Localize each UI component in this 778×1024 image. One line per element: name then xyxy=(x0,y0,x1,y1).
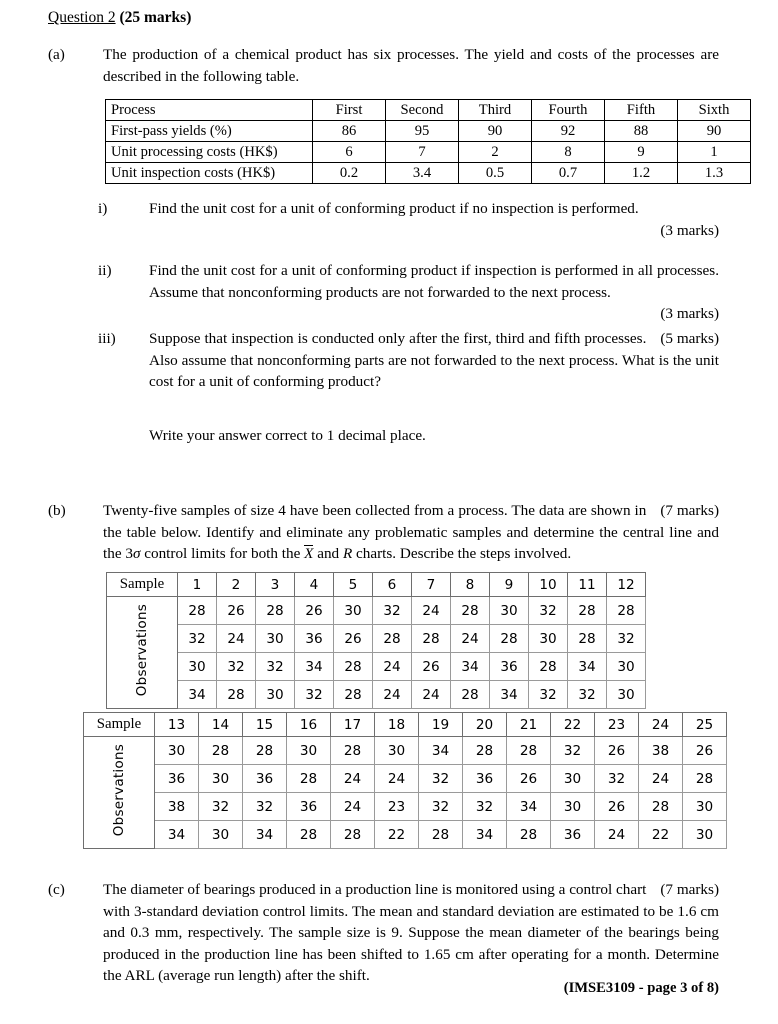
cell: 8 xyxy=(532,142,605,163)
cell: 7 xyxy=(386,142,459,163)
table-row-header xyxy=(106,100,751,121)
process-yield-cost-table xyxy=(105,99,751,184)
cell: 30 xyxy=(256,625,295,653)
observations-table-samples-13-25 xyxy=(83,712,727,849)
cell: 28 xyxy=(287,821,331,849)
sub-question-text-ii: Find the unit cost for a unit of conforming product if inspection is performed in all processes. Assume that nonconforming products are not forwarded to the next process. xyxy=(149,262,719,301)
cell: 26 xyxy=(507,765,551,793)
cell: 34 xyxy=(178,681,217,709)
part-b-label: (b) xyxy=(48,502,66,519)
header-sample-number: 19 xyxy=(419,713,463,737)
cell: 36 xyxy=(295,625,334,653)
cell: 32 xyxy=(551,737,595,765)
cell: 24 xyxy=(373,681,412,709)
sigma-term: 3σ xyxy=(125,545,141,562)
cell: 32 xyxy=(529,681,568,709)
header-sample-number: 15 xyxy=(243,713,287,737)
part-a-intro xyxy=(48,44,719,87)
cell: 30 xyxy=(287,737,331,765)
cell: 38 xyxy=(155,793,199,821)
cell: 0.5 xyxy=(459,163,532,184)
cell: 6 xyxy=(313,142,386,163)
cell: 26 xyxy=(217,597,256,625)
observations-row-label xyxy=(107,597,178,709)
sub-question-marks-i: (3 marks) xyxy=(660,221,719,239)
cell: 36 xyxy=(490,653,529,681)
observations-row-label xyxy=(84,737,155,849)
cell: 28 xyxy=(568,625,607,653)
page-footer: (IMSE3109 - page 3 of 8) xyxy=(563,980,719,996)
table-row xyxy=(106,121,751,142)
sub-question-text-i: Find the unit cost for a unit of conforming product if no inspection is performed. xyxy=(149,200,639,217)
cell: 36 xyxy=(551,821,595,849)
header-sample-number: 13 xyxy=(155,713,199,737)
sub-question-text-iii xyxy=(149,328,719,393)
r-symbol: R xyxy=(342,545,353,562)
cell: 30 xyxy=(683,793,727,821)
cell: 24 xyxy=(331,793,375,821)
cell: 28 xyxy=(507,821,551,849)
cell: 32 xyxy=(419,793,463,821)
header-sample-number: 8 xyxy=(451,573,490,597)
cell: 23 xyxy=(375,793,419,821)
cell: 32 xyxy=(243,793,287,821)
decimal-place-note: Write your answer correct to 1 decimal place. xyxy=(149,427,426,444)
question-number: Question 2 xyxy=(48,9,116,26)
cell: 26 xyxy=(595,737,639,765)
cell: 32 xyxy=(199,793,243,821)
cell: 26 xyxy=(412,653,451,681)
cell: 34 xyxy=(419,737,463,765)
header-sample-number: 25 xyxy=(683,713,727,737)
cell: 34 xyxy=(243,821,287,849)
part-b-intro xyxy=(48,500,719,565)
cell: 28 xyxy=(607,597,646,625)
table-row-header xyxy=(84,713,727,737)
part-a-note xyxy=(98,425,719,447)
part-c-intro xyxy=(48,879,719,987)
cell: 1.3 xyxy=(678,163,751,184)
cell: 30 xyxy=(178,653,217,681)
cell: 30 xyxy=(256,681,295,709)
cell: 32 xyxy=(178,625,217,653)
header-sample-number: 10 xyxy=(529,573,568,597)
cell: 92 xyxy=(532,121,605,142)
cell: 28 xyxy=(256,597,295,625)
row-label-unit-inspection-costs: Unit inspection costs (HK$) xyxy=(106,163,313,184)
part-b-text-tail: charts. Describe the steps involved. xyxy=(352,545,572,562)
cell: 30 xyxy=(199,765,243,793)
header-sample-number: 20 xyxy=(463,713,507,737)
cell: 32 xyxy=(607,625,646,653)
sub-question-body-iii: Suppose that inspection is conducted only after the first, third and fifth processes. Also assume that nonconforming parts are not forwarded to the next process. What is the unit cost for a unit of conforming product? xyxy=(149,330,719,390)
table-row xyxy=(107,681,646,709)
table-row xyxy=(84,737,727,765)
part-c-marks: (7 marks) xyxy=(660,881,719,898)
cell: 32 xyxy=(568,681,607,709)
cell: 95 xyxy=(386,121,459,142)
cell: 28 xyxy=(463,737,507,765)
observations-rotated-text: Observations xyxy=(111,744,127,837)
cell: 28 xyxy=(451,681,490,709)
cell: 1.2 xyxy=(605,163,678,184)
cell: 38 xyxy=(639,737,683,765)
cell: 34 xyxy=(451,653,490,681)
cell: 32 xyxy=(529,597,568,625)
cell: 22 xyxy=(639,821,683,849)
cell: 24 xyxy=(217,625,256,653)
cell: 0.7 xyxy=(532,163,605,184)
cell: 2 xyxy=(459,142,532,163)
part-a-label: (a) xyxy=(48,46,65,63)
cell: 30 xyxy=(551,765,595,793)
part-a-sub-iii xyxy=(98,328,719,393)
cell: 36 xyxy=(155,765,199,793)
row-label-unit-processing-costs: Unit processing costs (HK$) xyxy=(106,142,313,163)
header-process: Process xyxy=(106,100,313,121)
header-fifth: Fifth xyxy=(605,100,678,121)
cell: 28 xyxy=(419,821,463,849)
cell: 28 xyxy=(490,625,529,653)
cell: 22 xyxy=(375,821,419,849)
table-row xyxy=(107,597,646,625)
question-total-marks: (25 marks) xyxy=(119,9,192,26)
header-sample-number: 7 xyxy=(412,573,451,597)
cell: 28 xyxy=(507,737,551,765)
cell: 32 xyxy=(463,793,507,821)
observations-table-samples-1-12 xyxy=(106,572,646,709)
cell: 24 xyxy=(375,765,419,793)
header-sample-number: 1 xyxy=(178,573,217,597)
header-sample-number: 3 xyxy=(256,573,295,597)
header-third: Third xyxy=(459,100,532,121)
header-sample-number: 12 xyxy=(607,573,646,597)
cell: 34 xyxy=(155,821,199,849)
cell: 30 xyxy=(334,597,373,625)
x-bar-symbol: X xyxy=(304,545,314,562)
header-sample-number: 22 xyxy=(551,713,595,737)
header-sixth: Sixth xyxy=(678,100,751,121)
cell: 28 xyxy=(683,765,727,793)
cell: 28 xyxy=(529,653,568,681)
sub-question-label-ii: ii) xyxy=(98,262,112,279)
part-a-sub-ii xyxy=(98,260,719,325)
cell: 30 xyxy=(551,793,595,821)
cell: 30 xyxy=(607,653,646,681)
header-sample-number: 21 xyxy=(507,713,551,737)
cell: 36 xyxy=(243,765,287,793)
header-sample-number: 5 xyxy=(334,573,373,597)
cell: 26 xyxy=(334,625,373,653)
cell: 3.4 xyxy=(386,163,459,184)
page-title xyxy=(48,8,191,28)
cell: 32 xyxy=(595,765,639,793)
header-sample-number: 18 xyxy=(375,713,419,737)
cell: 24 xyxy=(412,597,451,625)
cell: 28 xyxy=(639,793,683,821)
header-sample: Sample xyxy=(107,573,178,597)
cell: 24 xyxy=(595,821,639,849)
header-first: First xyxy=(313,100,386,121)
cell: 30 xyxy=(683,821,727,849)
part-b-marks: (7 marks) xyxy=(660,502,719,519)
table-row xyxy=(84,821,727,849)
cell: 30 xyxy=(607,681,646,709)
header-second: Second xyxy=(386,100,459,121)
table-row xyxy=(107,625,646,653)
header-sample-number: 9 xyxy=(490,573,529,597)
cell: 28 xyxy=(451,597,490,625)
cell: 88 xyxy=(605,121,678,142)
table-row xyxy=(107,653,646,681)
cell: 28 xyxy=(217,681,256,709)
header-sample-number: 14 xyxy=(199,713,243,737)
cell: 30 xyxy=(375,737,419,765)
row-label-first-pass-yields: First-pass yields (%) xyxy=(106,121,313,142)
cell: 30 xyxy=(529,625,568,653)
cell: 34 xyxy=(490,681,529,709)
cell: 30 xyxy=(199,821,243,849)
cell: 26 xyxy=(595,793,639,821)
part-a-sub-i xyxy=(98,198,719,241)
sub-question-marks-iii: (5 marks) xyxy=(660,330,719,347)
sub-question-label-i: i) xyxy=(98,200,108,217)
part-b-text-and: and xyxy=(313,545,343,562)
cell: 24 xyxy=(331,765,375,793)
part-c-body: The diameter of bearings produced in a production line is monitored using a control chart with 3-standard deviation control limits. The mean and standard deviation are estimated to be 1.6 cm and 0.3 mm, respectively. The sample size is 9. Suppose the mean diameter of the bearings being produced in the production line has been shifted to 1.65 cm after operating for a month. Determine the ARL (average run length) after the shift. xyxy=(103,881,719,984)
cell: 34 xyxy=(507,793,551,821)
cell: 28 xyxy=(178,597,217,625)
cell: 32 xyxy=(217,653,256,681)
cell: 28 xyxy=(331,737,375,765)
cell: 32 xyxy=(295,681,334,709)
cell: 26 xyxy=(683,737,727,765)
cell: 34 xyxy=(463,821,507,849)
header-sample-number: 16 xyxy=(287,713,331,737)
table-row xyxy=(84,765,727,793)
header-sample-number: 4 xyxy=(295,573,334,597)
cell: 36 xyxy=(287,793,331,821)
table-row xyxy=(106,142,751,163)
cell: 34 xyxy=(295,653,334,681)
header-sample: Sample xyxy=(84,713,155,737)
header-sample-number: 24 xyxy=(639,713,683,737)
cell: 24 xyxy=(373,653,412,681)
cell: 9 xyxy=(605,142,678,163)
cell: 28 xyxy=(334,681,373,709)
part-b-text-mid: control limits for both the xyxy=(140,545,305,562)
table-row-header xyxy=(107,573,646,597)
header-sample-number: 11 xyxy=(568,573,607,597)
cell: 32 xyxy=(419,765,463,793)
cell: 28 xyxy=(243,737,287,765)
observations-rotated-text: Observations xyxy=(134,604,150,697)
part-c-text xyxy=(103,879,719,987)
cell: 36 xyxy=(463,765,507,793)
cell: 1 xyxy=(678,142,751,163)
cell: 86 xyxy=(313,121,386,142)
sub-question-marks-ii: (3 marks) xyxy=(660,305,719,322)
table-row xyxy=(84,793,727,821)
header-sample-number: 17 xyxy=(331,713,375,737)
cell: 0.2 xyxy=(313,163,386,184)
header-sample-number: 6 xyxy=(373,573,412,597)
cell: 26 xyxy=(295,597,334,625)
part-a-text: The production of a chemical product has six processes. The yield and costs of the processes are described in the following table. xyxy=(103,46,719,85)
cell: 24 xyxy=(639,765,683,793)
header-sample-number: 2 xyxy=(217,573,256,597)
cell: 28 xyxy=(373,625,412,653)
cell: 90 xyxy=(459,121,532,142)
table-row xyxy=(106,163,751,184)
cell: 24 xyxy=(412,681,451,709)
cell: 28 xyxy=(287,765,331,793)
cell: 28 xyxy=(199,737,243,765)
cell: 28 xyxy=(331,821,375,849)
cell: 24 xyxy=(451,625,490,653)
sub-question-label-iii: iii) xyxy=(98,330,116,347)
cell: 90 xyxy=(678,121,751,142)
cell: 30 xyxy=(490,597,529,625)
cell: 28 xyxy=(568,597,607,625)
cell: 30 xyxy=(155,737,199,765)
cell: 28 xyxy=(412,625,451,653)
part-b-text-lead: Twenty-five samples of size 4 have been collected from a process. The data are shown in the table below. Identify and eliminate any problematic samples and determine the central line and the xyxy=(103,502,719,562)
part-c-label: (c) xyxy=(48,881,65,898)
header-fourth: Fourth xyxy=(532,100,605,121)
cell: 32 xyxy=(373,597,412,625)
cell: 32 xyxy=(256,653,295,681)
cell: 28 xyxy=(334,653,373,681)
cell: 34 xyxy=(568,653,607,681)
header-sample-number: 23 xyxy=(595,713,639,737)
part-b-text xyxy=(103,500,719,565)
